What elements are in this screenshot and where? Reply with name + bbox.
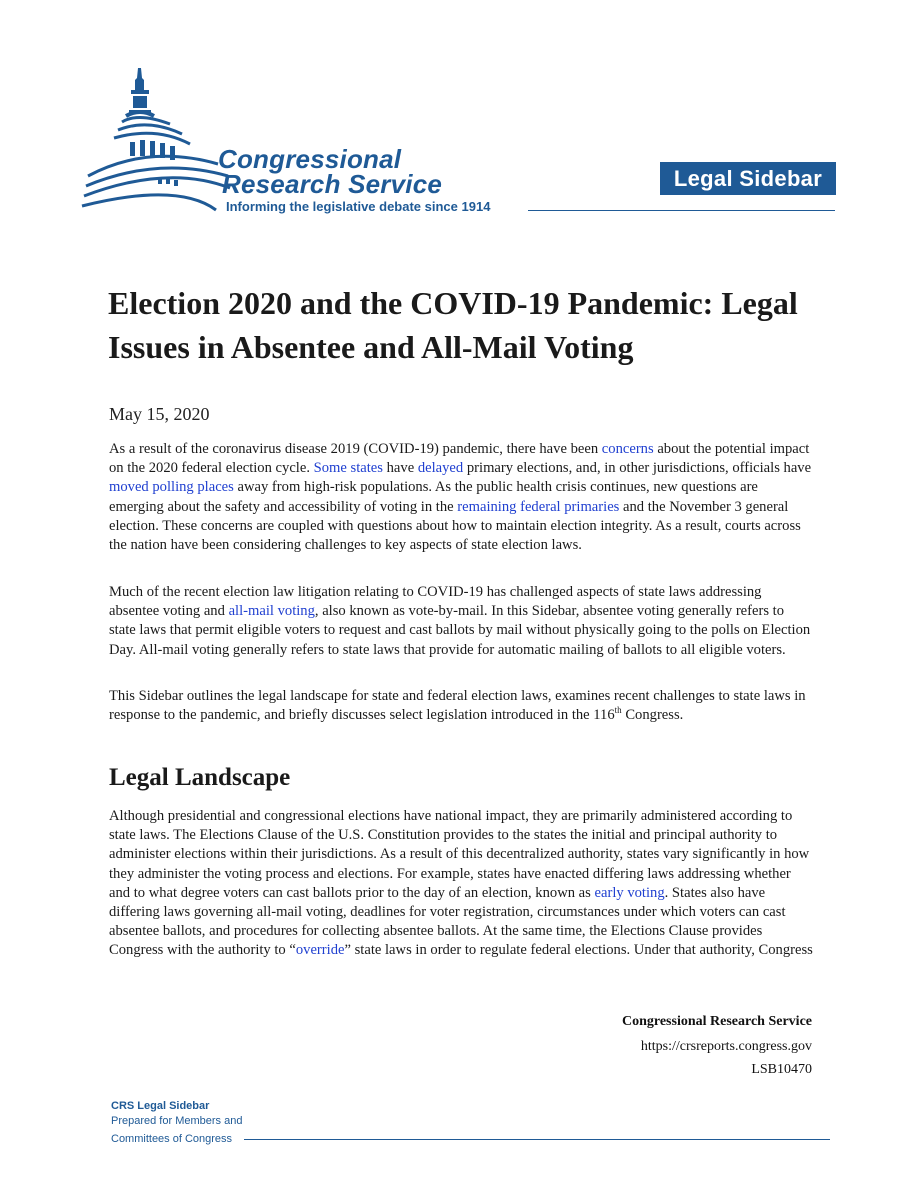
logo-wordmark-line2: Research Service bbox=[222, 169, 443, 199]
footer-prepared-line2: Committees of Congress bbox=[111, 1133, 233, 1145]
document-title: Election 2020 and the COVID-19 Pandemic: Legal Issues in Absentee and All-Mail Voting bbox=[108, 285, 798, 365]
logo-wordmark-line1: Congressional bbox=[218, 144, 402, 174]
inline-link[interactable]: early voting bbox=[594, 884, 665, 901]
inline-link[interactable]: override bbox=[295, 942, 345, 959]
footer-prepared-line1: Prepared for Members and bbox=[111, 1115, 243, 1127]
body-paragraph-1: As a result of the coronavirus disease 2019 (COVID-19) pandemic, there have been concerns about the potential impact on the 2020 federal election cycle. Some states have delayed primary elections, and, in other jurisdictions, officials have moved polling places away from high-risk populations. As the public health crisis continues, new questions are emerging about the safety and accessibility of voting in the remaining federal primaries and the November 3 general election. These concerns are coupled with questions about how to maintain election integrity. As a result, courts across the nation have been considering challenges to key aspects of state election laws. bbox=[109, 441, 812, 554]
footer-url[interactable]: https://crsreports.congress.gov bbox=[640, 1039, 812, 1054]
superscript: th bbox=[614, 705, 622, 716]
body-paragraph-2: Much of the recent election law litigation relating to COVID-19 has challenged aspects of state laws addressing absentee voting and all-mail voting, also known as vote-by-mail. In this Sidebar, absentee voting generally refers to state laws that permit eligible voters to request and cast ballots by mail without physically going to the polls on Election Day. All-mail voting generally refers to state laws that provide for automatic mailing of ballots to all eligible voters. bbox=[109, 584, 811, 658]
body-paragraph-3: This Sidebar outlines the legal landscape for state and federal election laws, examines recent challenges to state laws in response to the pandemic, and briefly discusses select legislation introduced in the 116th Congress. bbox=[109, 688, 806, 724]
legal-sidebar-badge: Legal Sidebar bbox=[660, 162, 836, 195]
inline-link[interactable]: Some states bbox=[313, 460, 383, 477]
inline-link[interactable]: remaining federal primaries bbox=[457, 498, 620, 515]
footer-divider bbox=[244, 1139, 830, 1140]
inline-link[interactable]: concerns bbox=[601, 441, 654, 457]
body-paragraph-4: Although presidential and congressional elections have national impact, they are primarily administered according to state laws. The Elections Clause of the U.S. Constitution provides to the states the initial and principal authority to administer elections within their jurisdictions. As a result of this decentralized authority, states vary significantly in how they administer the voting process and elections. For example, states have enacted differing laws addressing whether and to what degree voters can cast ballots prior to the day of an election, known as early voting. States also have differing laws governing all-mail voting, deadlines for voter registration, circumstances under which voters can cast absentee ballots, and procedures for collecting absentee ballots. At the same time, the Elections Clause provides Congress with the authority to “override” state laws in order to regulate federal elections. Under that authority, Congress bbox=[109, 808, 813, 959]
logo-tagline: Informing the legislative debate since 1914 bbox=[226, 199, 491, 214]
inline-link[interactable]: moved polling places bbox=[109, 479, 234, 496]
inline-link[interactable]: delayed bbox=[417, 460, 464, 477]
footer-organization: Congressional Research Service bbox=[621, 1014, 812, 1029]
header-divider bbox=[528, 210, 835, 211]
section-heading: Legal Landscape bbox=[109, 764, 291, 791]
publication-date: May 15, 2020 bbox=[109, 404, 210, 424]
inline-link[interactable]: all-mail voting bbox=[228, 603, 315, 620]
footer-report-id: LSB10470 bbox=[751, 1062, 812, 1077]
footer-sidebar-label: CRS Legal Sidebar bbox=[111, 1100, 210, 1112]
